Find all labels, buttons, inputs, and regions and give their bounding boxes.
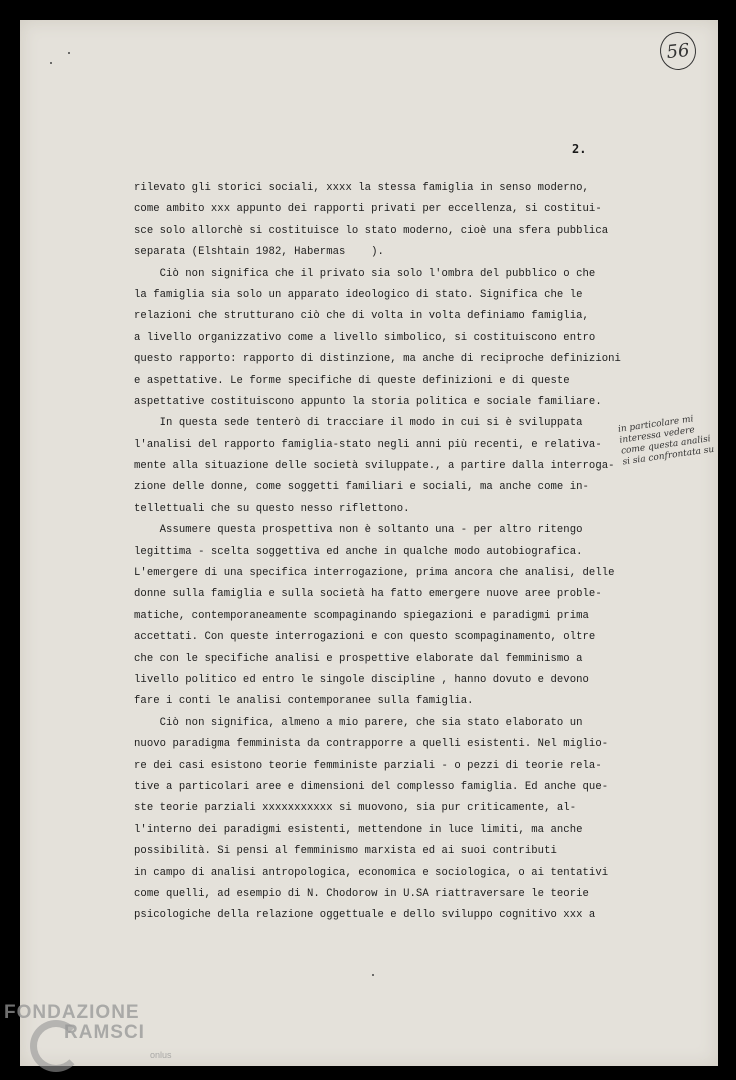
paper-speck	[50, 62, 52, 64]
paper-speck	[372, 974, 374, 976]
typed-body-text	[134, 178, 644, 927]
text-line: donne sulla famiglia e sulla società ha fatto emergere nuove aree proble-	[134, 588, 602, 601]
text-line: Ciò non significa, almeno a mio parere, che sia stato elaborato un	[134, 716, 583, 729]
text-line: come quelli, ad esempio di N. Chodorow in U.SA riattraversare le teorie	[134, 887, 589, 900]
text-line: In questa sede tenterò di tracciare il modo in cui si è sviluppata	[134, 417, 583, 430]
text-line: separata (Elshtain 1982, Habermas ).	[134, 246, 384, 259]
watermark-suffix: onlus	[150, 1050, 172, 1060]
text-line: che con le specifiche analisi e prospettive elaborate dal femminismo a	[134, 652, 583, 665]
text-line: ste teorie parziali xxxxxxxxxxx si muovono, sia pur criticamente, al-	[134, 802, 577, 815]
text-line: sce solo allorchè si costituisce lo stato moderno, cioè una sfera pubblica	[134, 224, 609, 237]
text-line: aspettative costituiscono appunto la storia politica e sociale familiare.	[134, 395, 602, 408]
text-line: Assumere questa prospettiva non è soltanto una - per altro ritengo	[134, 524, 583, 537]
paper-speck	[68, 52, 70, 54]
text-line: accettati. Con queste interrogazioni e con questo scompaginamento, oltre	[134, 631, 596, 644]
text-line: l'interno dei paradigmi esistenti, mettendone in luce limiti, ma anche	[134, 823, 583, 836]
watermark-line2: RAMSCI	[64, 1022, 145, 1043]
text-line: legittima - scelta soggettiva ed anche in qualche modo autobiografica.	[134, 545, 583, 558]
text-line: l'analisi del rapporto famiglia-stato negli anni più recenti, e relativa-	[134, 438, 602, 451]
text-line: L'emergere di una specifica interrogazione, prima ancora che analisi, delle	[134, 567, 615, 580]
text-line: zione delle donne, come soggetti familiari e sociali, ma anche come in-	[134, 481, 589, 494]
text-line: Ciò non significa che il privato sia solo l'ombra del pubblico o che	[134, 267, 596, 280]
text-line: questo rapporto: rapporto di distinzione, ma anche di reciproche definizioni	[134, 353, 621, 366]
text-line: nuovo paradigma femminista da contrapporre a quelli esistenti. Nel miglio-	[134, 738, 609, 751]
text-line: livello politico ed entro le singole discipline , hanno dovuto e devono	[134, 673, 589, 686]
handwritten-margin-note: in particolare mi interessa vedere come questa analisi si sia confrontata su	[617, 414, 715, 468]
text-line: a livello organizzativo come a livello simbolico, si costituiscono entro	[134, 331, 596, 344]
text-line: come ambito xxx appunto dei rapporti privati per eccellenza, si costitui-	[134, 203, 602, 216]
text-line: possibilità. Si pensi al femminismo marxista ed ai suoi contributi	[134, 845, 557, 858]
page-number: 2.	[572, 142, 587, 156]
text-line: psicologiche della relazione oggettuale e dello sviluppo cognitivo xxx a	[134, 909, 596, 922]
text-line: rilevato gli storici sociali, xxxx la stessa famiglia in senso moderno,	[134, 182, 589, 194]
text-line: re dei casi esistono teorie femministe parziali - o pezzi di teorie rela-	[134, 759, 602, 772]
watermark-line1: FONDAZIONE	[4, 1002, 140, 1023]
text-line: e aspettative. Le forme specifiche di queste definizioni e di queste	[134, 374, 570, 387]
text-line: fare i conti le analisi contemporanee sulla famiglia.	[134, 695, 474, 708]
text-line: la famiglia sia solo un apparato ideologico di stato. Significa che le	[134, 288, 583, 301]
text-line: tive a particolari aree e dimensioni del complesso famiglia. Ed anche que-	[134, 780, 609, 793]
text-line: relazioni che strutturano ciò che di volta in volta definiamo famiglia,	[134, 310, 589, 323]
text-line: tellettuali che su questo nesso riflettono.	[134, 502, 410, 515]
text-line: matiche, contemporaneamente scompaginando spiegazioni e paradigmi prima	[134, 609, 589, 622]
text-line: mente alla situazione delle società sviluppate., a partire dalla interroga-	[134, 460, 615, 473]
archive-page-number: 56	[658, 30, 698, 72]
archive-watermark	[4, 1000, 184, 1076]
text-line: in campo di analisi antropologica, economica e sociologica, o ai tentativi	[134, 866, 609, 879]
